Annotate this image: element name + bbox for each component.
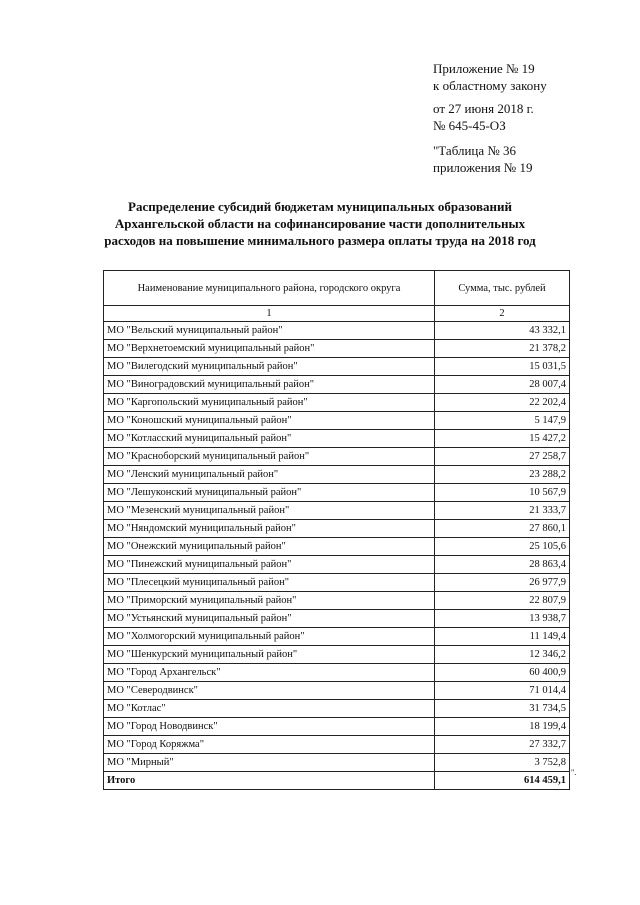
table-header-row [104, 271, 570, 306]
row-name: МО "Каргопольский муниципальный район" [104, 394, 435, 412]
row-name: МО "Шенкурский муниципальный район" [104, 646, 435, 664]
column-number-row [104, 306, 570, 322]
row-sum: 71 014,4 [435, 682, 570, 700]
table-row [104, 340, 570, 358]
row-name: МО "Ленский муниципальный район" [104, 466, 435, 484]
title-line: расходов на повышение минимального размера оплаты труда на 2018 год [104, 233, 536, 248]
row-sum: 26 977,9 [435, 574, 570, 592]
table-row [104, 718, 570, 736]
header-name: Наименование муниципального района, городского округа [104, 271, 435, 306]
table-row [104, 466, 570, 484]
row-name: МО "Верхнетоемский муниципальный район" [104, 340, 435, 358]
row-name: МО "Приморский муниципальный район" [104, 592, 435, 610]
total-row [104, 772, 570, 790]
row-name: МО "Мезенский муниципальный район" [104, 502, 435, 520]
column-number: 1 [104, 306, 435, 322]
column-number: 2 [435, 306, 570, 322]
row-sum: 12 346,2 [435, 646, 570, 664]
closing-quote: ". [571, 768, 577, 777]
appendix-line: "Таблица № 36 [433, 143, 517, 158]
row-sum: 27 258,7 [435, 448, 570, 466]
table-row [104, 700, 570, 718]
appendix-line: Приложение № 19 [433, 61, 535, 76]
table-row [104, 322, 570, 340]
row-name: МО "Виноградовский муниципальный район" [104, 376, 435, 394]
row-sum: 23 288,2 [435, 466, 570, 484]
row-sum: 3 752,8 [435, 754, 570, 772]
row-sum: 27 332,7 [435, 736, 570, 754]
title-line: Архангельской области на софинансирование части дополнительных [114, 216, 526, 231]
document-title [100, 198, 540, 249]
appendix-line: от 27 июня 2018 г. [433, 101, 534, 116]
appendix-line: к областному закону [433, 78, 547, 93]
table-row [104, 592, 570, 610]
row-sum: 5 147,9 [435, 412, 570, 430]
row-name: МО "Коношский муниципальный район" [104, 412, 435, 430]
row-name: МО "Устьянский муниципальный район" [104, 610, 435, 628]
appendix-line: № 645-45-ОЗ [433, 118, 506, 133]
title-line: Распределение субсидий бюджетам муниципальных образований [128, 199, 512, 214]
row-sum: 15 031,5 [435, 358, 570, 376]
table-row [104, 646, 570, 664]
row-sum: 31 734,5 [435, 700, 570, 718]
total-label: Итого [104, 772, 435, 790]
row-name: МО "Пинежский муниципальный район" [104, 556, 435, 574]
appendix-line: приложения № 19 [433, 160, 533, 175]
row-name: МО "Холмогорский муниципальный район" [104, 628, 435, 646]
row-name: МО "Город Архангельск" [104, 664, 435, 682]
row-sum: 22 807,9 [435, 592, 570, 610]
row-name: МО "Северодвинск" [104, 682, 435, 700]
row-sum: 13 938,7 [435, 610, 570, 628]
row-sum: 11 149,4 [435, 628, 570, 646]
row-name: МО "Няндомский муниципальный район" [104, 520, 435, 538]
table-row [104, 502, 570, 520]
table-row [104, 394, 570, 412]
table-row [104, 754, 570, 772]
total-sum: 614 459,1 [435, 772, 570, 790]
table-row [104, 538, 570, 556]
table-row [104, 664, 570, 682]
table-row [104, 520, 570, 538]
row-name: МО "Лешуконский муниципальный район" [104, 484, 435, 502]
table-row [104, 736, 570, 754]
row-sum: 15 427,2 [435, 430, 570, 448]
row-name: МО "Город Коряжма" [104, 736, 435, 754]
table-row [104, 484, 570, 502]
table-row [104, 358, 570, 376]
row-sum: 27 860,1 [435, 520, 570, 538]
row-name: МО "Плесецкий муниципальный район" [104, 574, 435, 592]
row-sum: 43 332,1 [435, 322, 570, 340]
table-row [104, 376, 570, 394]
row-name: МО "Вельский муниципальный район" [104, 322, 435, 340]
row-name: МО "Котлас" [104, 700, 435, 718]
table-row [104, 448, 570, 466]
table-row [104, 682, 570, 700]
header-sum: Сумма, тыс. рублей [435, 271, 570, 306]
row-sum: 21 378,2 [435, 340, 570, 358]
row-name: МО "Город Новодвинск" [104, 718, 435, 736]
table-row [104, 556, 570, 574]
table-row [104, 574, 570, 592]
row-name: МО "Котласский муниципальный район" [104, 430, 435, 448]
table-row [104, 430, 570, 448]
subsidy-table [103, 270, 570, 790]
row-name: МО "Красноборский муниципальный район" [104, 448, 435, 466]
appendix-block [433, 60, 547, 176]
row-name: МО "Онежский муниципальный район" [104, 538, 435, 556]
row-sum: 10 567,9 [435, 484, 570, 502]
row-name: МО "Мирный" [104, 754, 435, 772]
row-sum: 60 400,9 [435, 664, 570, 682]
row-sum: 28 863,4 [435, 556, 570, 574]
row-sum: 25 105,6 [435, 538, 570, 556]
table-row [104, 412, 570, 430]
table-row [104, 628, 570, 646]
row-sum: 21 333,7 [435, 502, 570, 520]
row-sum: 22 202,4 [435, 394, 570, 412]
row-sum: 28 007,4 [435, 376, 570, 394]
row-sum: 18 199,4 [435, 718, 570, 736]
row-name: МО "Вилегодский муниципальный район" [104, 358, 435, 376]
table-row [104, 610, 570, 628]
